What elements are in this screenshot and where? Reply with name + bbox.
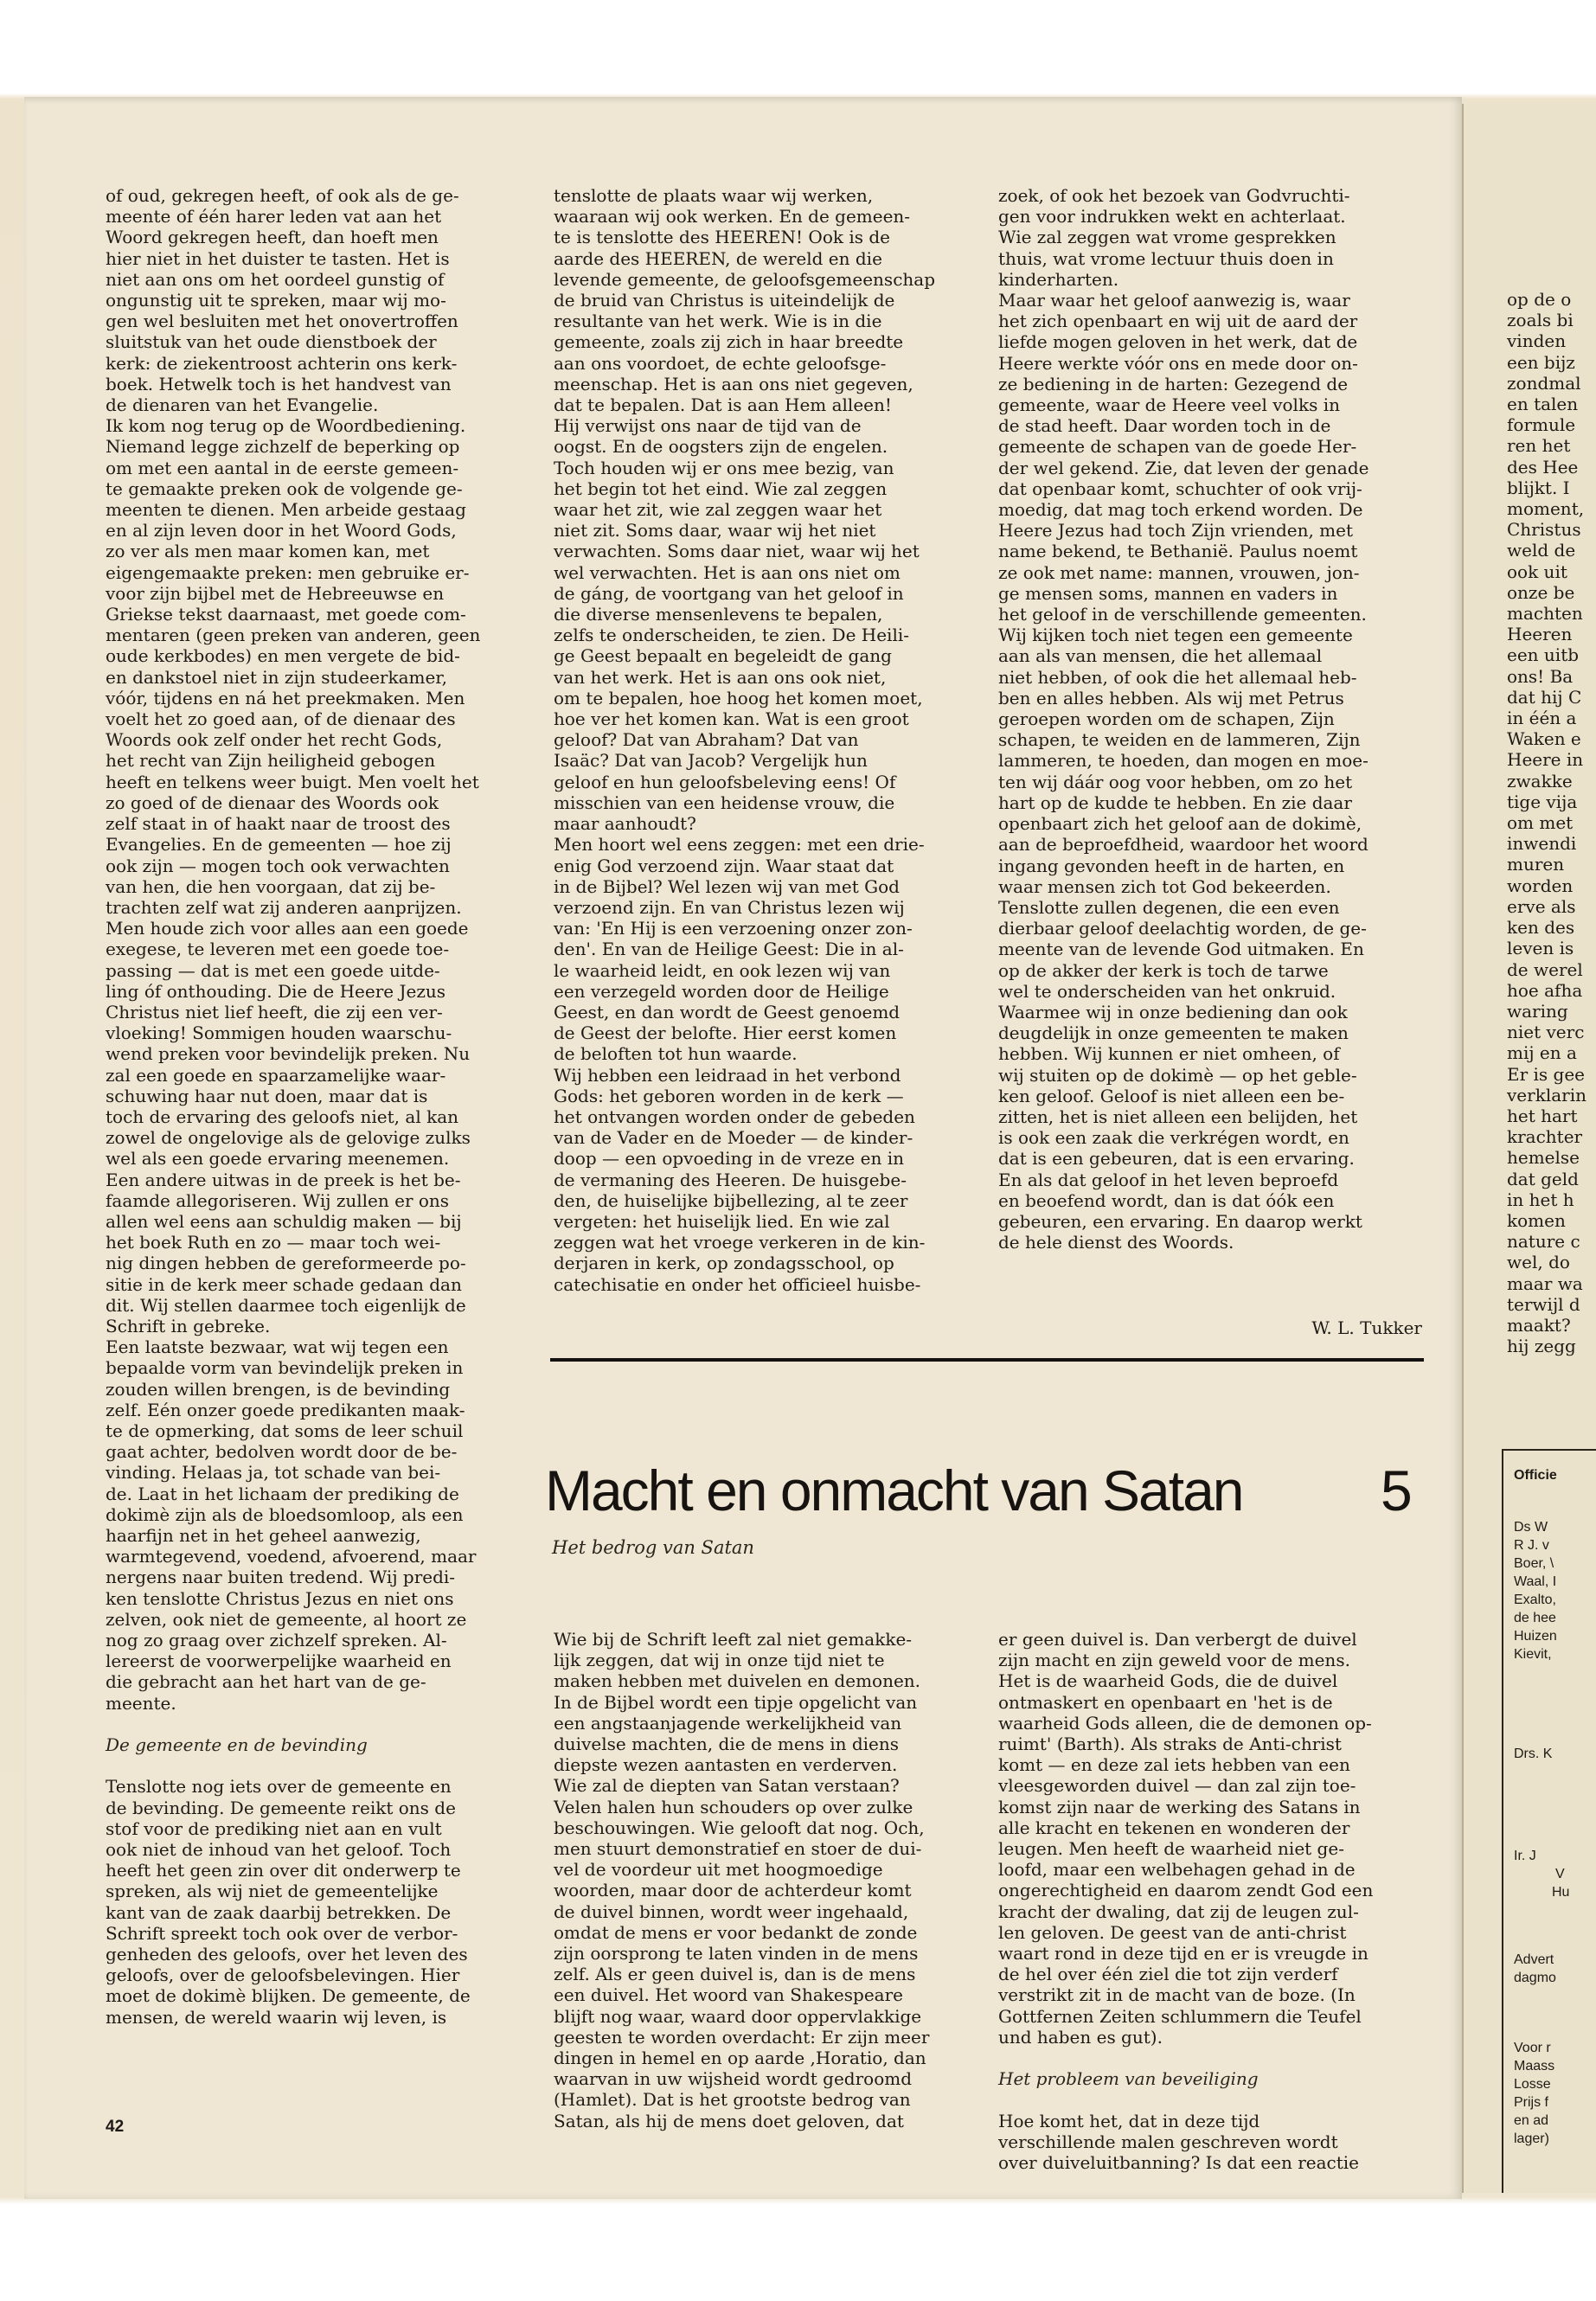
next-page-text-fragments: op de o zoals bi vinden een bijz zondmal en talen formule ren het des Hee blijkt. I moment, Christus weld de ook uit onze be machten Heeren een uitb ons! Ba dat hij C in één a Waken e Heere in zwakke tige vija om met inwendi muren worden erve als ken des leven is de werel hoe afha waring niet verc mij en a Er is gee verklarin het hart krachter hemelse dat geld in het h komen nature c wel, do maar wa terwijl d maakt? hij zegg [1507, 289, 1586, 1357]
page-number: 42 [106, 2118, 125, 2136]
info-box-line: Prijs f [1514, 2095, 1548, 2110]
info-box-line: Exalto, [1514, 1593, 1556, 1607]
info-box-line: Ir. J [1514, 1849, 1536, 1863]
info-box-line: Voor r [1514, 2041, 1551, 2055]
column-3: zoek, of ook het bezoek van Godvruchti- gen voor indrukken wekt en achterlaat. Wie zal zeggen wat vrome gesprekken thuis, wat vrome lectuur thuis doen in kinderharten. Maar waar het geloof aanwezig is, waar het zich openbaart en wij uit de aard der liefde mogen geloven in het werk, dat de Heere werkte vóór ons en mede door on- ze bediening in de harten: Gezegend de gemeente, waar de Heere veel volks in de stad heeft. Daar worden toch in de gemeente de schapen van de goede Her- der wel gekend. Zie, dat leven der genade dat openbaar komt, schuchter of ook vrij- moedig, dat mag toch erkend worden. De Heere Jezus had toch Zijn vrienden, met name bekend, te Bethanië. Paulus noemt ze ook met name: mannen, vrouwen, jon- ge mensen soms, mannen en vaders in het geloof in de verschillende gemeenten. Wij kijken toch niet tegen een gemeente aan als van mensen, die het allemaal niet hebben, of ook die het allemaal heb- ben en alles hebben. Als wij met Petrus geroepen worden om de schapen, Zijn schapen, te weiden en de lammeren, Zijn lammeren, te hoeden, dan mogen en moe- ten wij dáár oog voor hebben, om zo het hart op de kudde te hebben. En zie daar openbaart zich het geloof aan de dokimè, aan de beproefdheid, waardoor het woord ingang gevonden heeft in de harten, en waar mensen zich tot God bekeerden. Tenslotte zullen degenen, die een even dierbaar geloof deelachtig worden, de ge- meente van de levende God uitmaken. En op de akker der kerk is toch de tarwe wel te onderscheiden van het onkruid. Waarmee wij in onze bediening dan ook deugdelijk in onze gemeenten te maken hebben. Wij kunnen er niet omheen, of wij stuiten op de dokimè — op het geble- ken geloof. Geloof is niet alleen een be- zitten, het is niet alleen een belijden, het is ook een zaak die verkrégen wordt, en dat is een gebeuren, dat is een ervaring. En als dat geloof in het leven beproefd en beoefend wordt, dan is dat óók een gebeuren, een ervaring. En daarop werkt de hele dienst des Woords. [998, 185, 1369, 1253]
info-box-line: Drs. K [1514, 1747, 1553, 1761]
article-subtitle: Het bedrog van Satan [552, 1537, 754, 1558]
column-2: tenslotte de plaats waar wij werken, waaraan wij ook werken. En de gemeen- te is tenslotte des HEEREN! Ook is de aarde des HEEREN, de wereld en die levende gemeente, de geloofsgemeenschap de bruid van Christus is uiteindelijk de resultante van het werk. Wie is in die gemeente, zoals zij zich in haar breedte aan ons voordoet, de echte geloofsge- meenschap. Het is aan ons niet gegeven, dat te bepalen. Dat is aan Hem alleen! Hij verwijst ons naar de tijd van de oogst. En de oogsters zijn de engelen. Toch houden wij er ons mee bezig, van het begin tot het eind. Wie zal zeggen waar het zit, wie zal zeggen waar het niet zit. Soms daar, waar wij het niet verwachten. Soms daar niet, waar wij het wel verwachten. Het is aan ons niet om de gáng, de voortgang van het geloof in die diverse mensenlevens te bepalen, zelfs te onderscheiden, te zien. De Heili- ge Geest bepaalt en begeleidt de gang van het werk. Het is aan ons ook niet, om te bepalen, hoe hoog het komen moet, hoe ver het komen kan. Wat is een groot geloof? Dat van Abraham? Dat van Isaäc? Dat van Jacob? Vergelijk hun geloof en hun geloofsbeleving eens! Of misschien van een heidense vrouw, die maar aanhoudt? Men hoort wel eens zeggen: met een drie- enig God verzoend zijn. Waar staat dat in de Bijbel? Wel lezen wij van met God verzoend zijn. En van Christus lezen wij van: 'En Hij is een verzoening onzer zon- den'. En van de Heilige Geest: Die in al- le waarheid leidt, en ook lezen wij van een verzegeld worden door de Heilige Geest, en dan wordt de Geest genoemd de Geest der belofte. Hier eerst komen de beloften tot hun waarde. Wij hebben een leidraad in het verbond Gods: het geboren worden in de kerk — het ontvangen worden onder de gebeden van de Vader en de Moeder — de kinder- doop — een opvoeding in de vreze en in de vermaning des Heeren. De huisgebe- den, de huiselijke bijbellezing, al te zeer vergeten: het huiselijk lied. En wie zal zeggen wat het vroege verkeren in de kin- derjaren in kerk, op zondagsschool, op catechisatie en onder het officieel huisbe- [554, 185, 935, 1295]
info-box-line: dagmo [1514, 1971, 1556, 1985]
column-1 [106, 185, 529, 2028]
info-box-line: Waal, I [1514, 1574, 1557, 1589]
next-page-edge [1462, 104, 1596, 2193]
info-box-line: de hee [1514, 1611, 1556, 1625]
info-box-line: Huizen [1514, 1629, 1557, 1644]
article-title: Macht en onmacht van Satan [545, 1458, 1243, 1522]
info-box-line: Boer, \ [1514, 1556, 1554, 1571]
info-box-line: lager) [1514, 2131, 1549, 2146]
info-box-line: Advert [1514, 1952, 1554, 1967]
author-signature: W. L. Tukker [1311, 1317, 1422, 1338]
next-page-info-box [1502, 1449, 1596, 2193]
article2-column-2 [998, 1629, 1422, 2173]
info-box-line: R J. v [1514, 1538, 1549, 1553]
column-1-tail: Tenslotte nog iets over de gemeente en de bevinding. De gemeente reikt ons de stof voor de prediking niet aan en vult ook niet de inhoud van het geloof. Toch heeft het geen zin over dit onderwerp te spreken, als wij niet de gemeentelijke kant van de zaak daarbij betrekken. De Schrift spreekt toch ook over de verbor- genheden des geloofs, over het leven des geloofs, over de geloofsbelevingen. Hier moet de dokimè blijken. De gemeente, de mensen, de wereld waarin wij leven, is [106, 1776, 471, 2028]
info-box-line: Maass [1514, 2059, 1555, 2073]
info-box-line: en ad [1514, 2113, 1549, 2128]
info-box-line: Officie [1514, 1468, 1557, 1483]
article2-column-2-tail: Hoe komt het, dat in deze tijd verschillende malen geschreven wordt over duiveluitbanning? Is dat een reactie [998, 2110, 1360, 2174]
info-box-line: V [1555, 1867, 1565, 1881]
section-heading-beveiliging: Het probleem van beveiliging [998, 2068, 1259, 2090]
article2-column-1: Wie bij de Schrift leeft zal niet gemakke- lijk zeggen, dat wij in onze tijd niet te maken hebben met duivelen en demonen. In de Bijbel wordt een tipje opgelicht van een angstaanjagende werkelijkheid van duivelse machten, die de mens in diens diepste wezen aantasten en verderven. Wie zal de diepten van Satan verstaan? Velen halen hun schouders op over zulke beschouwingen. Wie gelooft dat nog. Och, men stuurt demonstratief en stoer de dui- vel de voordeur uit met hoogmoedige woorden, maar door de achterdeur komt de duivel binnen, wordt weer ingehaald, omdat de mens er voor bedankt de zonde zijn oorsprong te laten vinden in de mens zelf. Als er geen duivel is, dan is de mens een duivel. Het woord van Shakespeare blijft nog waar, waard door oppervlakkige geesten te worden overdacht: Er zijn meer dingen in hemel en op aarde ,Horatio, dan waarvan in uw wijsheid wordt gedroomd (Hamlet). Dat is het grootste bedrog van Satan, als hij de mens doet geloven, dat [554, 1629, 930, 2131]
info-box-line: Kievit, [1514, 1647, 1552, 1662]
info-box-line: Losse [1514, 2077, 1551, 2092]
article-series-number: 5 [1381, 1458, 1413, 1522]
article-divider [550, 1358, 1424, 1362]
info-box-line: Ds W [1514, 1520, 1548, 1535]
column-1-text: of oud, gekregen heeft, of ook als de ge- meente of één harer leden vat aan het Woord gekregen heeft, dan hoeft men hier niet in het duister te tasten. Het is niet aan ons om het oordeel gunstig of ongunstig uit te spreken, maar wij mo- gen wel besluiten met het onovertroffen sluitstuk van het oude dienstboek der kerk: de ziekentroost achterin ons kerk- boek. Hetwelk toch is het handvest van de dienaren van het Evangelie. Ik kom nog terug op de Woordbediening. Niemand legge zichzelf de beperking op om met een aantal in de eerste gemeen- te gemaakte preken ook de volgende ge- meenten te dienen. Men arbeide gestaag en al zijn leven door in het Woord Gods, zo ver als men maar komen kan, met eigengemaakte preken: men gebruike er- voor zijn bijbel met de Hebreeuwse en Griekse tekst daarnaast, met goede com- mentaren (geen preken van anderen, geen oude kerkbodes) en men vergete de bid- en dankstoel niet in zijn studeerkamer, vóór, tijdens en ná het preekmaken. Men voelt het zo goed aan, of de dienaar des Woords ook zelf onder het recht Gods, het recht van Zijn heiligheid gebogen heeft en telkens weer buigt. Men voelt het zo goed of de dienaar des Woords ook zelf staat in of haakt naar de troost des Evangelies. En de gemeenten — hoe zij ook zijn — mogen toch ook verwachten van hen, die hen voorgaan, dat zij be- trachten zelf wat zij anderen aanprijzen. Men houde zich voor alles aan een goede exegese, te leveren met een goede toe- passing — dat is met een goede uitde- ling óf onthouding. Die de Heere Jezus Christus niet lief heeft, die zij een ver- vloeking! Sommigen houden waarschu- wend preken voor bevindelijk preken. Nu zal een goede en spaarzamelijke waar- schuwing haar nut doen, maar dat is toch de ervaring des geloofs niet, al kan zowel de ongelovige als de gelovige zulks wel als een goede ervaring meenemen. Een andere uitwas in de preek is het be- faamde allegoriseren. Wij zullen er ons allen wel eens aan schuldig maken — bij het boek Ruth en zo — maar toch wei- nig dingen hebben de gereformeerde po- sitie in de kerk meer schade gedaan dan dit. Wij stellen daarmee toch eigenlijk de Schrift in gebreke. Een laatste bezwaar, wat wij tegen een bepaalde vorm van bevindelijk preken in zouden willen brengen, is de bevinding zelf. Eén onzer goede predikanten maak- te de opmerking, dat soms de leer schuil gaat achter, bedolven wordt door de be- vinding. Helaas ja, tot schade van bei- de. Laat in het lichaam der prediking de dokimè zijn als de bloedsomloop, als een haarfijn net in het geheel aanwezig, warmtegevend, voedend, afvoerend, maar nergens naar buiten tredend. Wij predi- ken tenslotte Christus Jezus en niet ons zelven, ook niet de gemeente, al hoort ze nog zo graag over zichzelf spreken. Al- lereerst de voorwerpelijke waarheid en die gebracht aan het hart van de ge- meente. [106, 185, 481, 1714]
section-heading-gemeente: De gemeente en de bevinding [106, 1734, 368, 1756]
info-box-line: Hu [1552, 1885, 1570, 1900]
article2-column-2-text: er geen duivel is. Dan verbergt de duivel zijn macht en zijn geweld voor de mens. Het is de waarheid Gods, die de duivel ontmaskert en openbaart en 'het is de waarheid Gods alleen, die de demonen op- ruimt' (Barth). Als straks de Anti-christ komt — en deze zal iets hebben van een vleesgeworden duivel — dan zal zijn toe- komst zijn naar de werking des Satans in alle kracht en tekenen en wonderen der leugen. Men heeft de waarheid niet ge- loofd, maar een welbehagen gehad in de ongerechtigheid en daarom zendt God een kracht der dwaling, dat zij de leugen zul- len geloven. De geest van de anti-christ waart rond in deze tijd en er is vreugde in de hel over één ziel die tot zijn verderf verstrikt zit in de macht van de boze. (In Gottfernen Zeiten schlummern die Teufel und haben es gut). [998, 1629, 1374, 2048]
